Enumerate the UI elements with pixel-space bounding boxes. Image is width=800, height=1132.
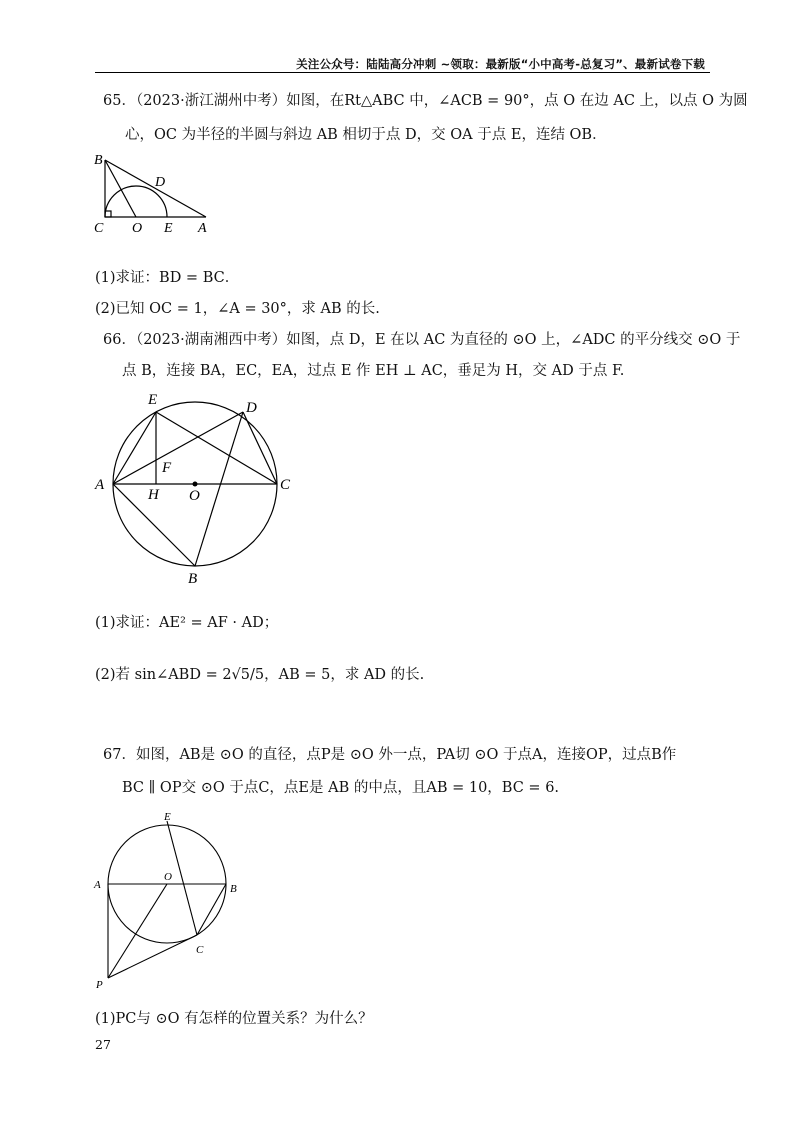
q65-figure bbox=[88, 148, 218, 236]
q66-line2: 点 B，连接 BA，EC，EA，过点 E 作 EH ⊥ AC，垂足为 H，交 AD 于点 F. bbox=[122, 363, 625, 379]
q65-line1: 65．（2023·浙江湖州中考）如图，在Rt△ABC 中，∠ACB = 90°，点 O 在边 AC 上，以点 O 为圆 bbox=[103, 93, 748, 109]
q67-label-p: P bbox=[96, 979, 103, 991]
q65-label-c: C bbox=[94, 221, 104, 236]
q67-figure bbox=[90, 808, 250, 993]
q66-label-a: A bbox=[95, 477, 105, 493]
q67-label-c: C bbox=[196, 944, 204, 956]
page-header: 关注公众号：陆陆高分冲刺 ~领取：最新版“小中高考-总复习”、最新试卷下载 bbox=[296, 57, 705, 71]
q65-label-e: E bbox=[164, 221, 173, 236]
q66-label-f: F bbox=[162, 460, 172, 476]
q67-label-o: O bbox=[164, 871, 172, 883]
q67-part1: (1)PC与 ⊙O 有怎样的位置关系？为什么？ bbox=[95, 1011, 373, 1027]
q67-label-a: A bbox=[94, 879, 101, 891]
q65-label-o: O bbox=[132, 221, 143, 236]
q66-figure bbox=[88, 388, 303, 588]
q67-label-b: B bbox=[230, 883, 237, 895]
q66-label-e: E bbox=[148, 392, 158, 408]
q65-part1: (1)求证：BD = BC． bbox=[95, 270, 240, 286]
q65-label-d: D bbox=[155, 175, 166, 190]
q66-label-b: B bbox=[188, 571, 198, 587]
q65-part2: (2)已知 OC = 1，∠A = 30°，求 AB 的长. bbox=[95, 301, 380, 317]
q66-part1: (1)求证：AE² = AF · AD； bbox=[95, 615, 279, 631]
q65-line2: 心，OC 为半径的半圆与斜边 AB 相切于点 D，交 OA 于点 E，连结 OB． bbox=[125, 127, 607, 143]
q67-label-e: E bbox=[164, 811, 171, 823]
q67-line2: BC ∥ OP交 ⊙O 于点C，点E是 AB 的中点，且AB = 10，BC = 6. bbox=[122, 780, 560, 796]
q65-label-a: A bbox=[198, 221, 207, 236]
q66-label-o: O bbox=[189, 488, 200, 504]
q65-label-b: B bbox=[94, 153, 103, 168]
q66-label-h: H bbox=[148, 487, 159, 503]
page-number: 27 bbox=[95, 1037, 111, 1052]
q66-part2: (2)若 sin∠ABD = 2√5/5，AB = 5，求 AD 的长. bbox=[95, 667, 425, 683]
q66-line1: 66．（2023·湖南湘西中考）如图，点 D，E 在以 AC 为直径的 ⊙O 上，∠ADC 的平分线交 ⊙O 于 bbox=[103, 332, 741, 348]
q66-label-d: D bbox=[246, 400, 257, 416]
q67-line1: 67．如图，AB是 ⊙O 的直径，点P是 ⊙O 外一点，PA切 ⊙O 于点A，连接OP，过点B作 bbox=[103, 747, 677, 763]
header-rule bbox=[95, 72, 710, 73]
q66-label-c: C bbox=[280, 477, 291, 493]
